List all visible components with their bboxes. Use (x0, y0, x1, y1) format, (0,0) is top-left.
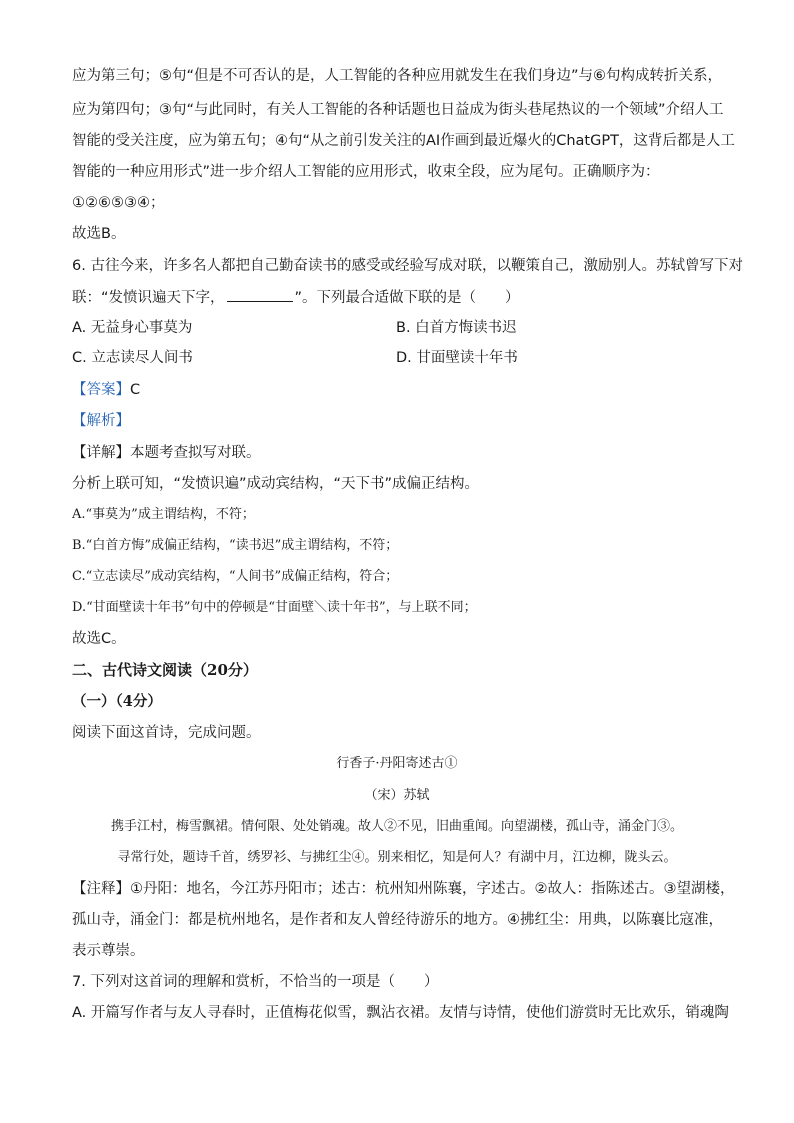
detail-line: 【详解】本题考查拟写对联。 (72, 445, 261, 461)
analysis-line: B.“白首方悔”成偏正结构，“读书迟”成主谓结构，不符； (72, 538, 399, 553)
answer-blank (227, 287, 293, 302)
poem-title: 行香子·丹阳寄述古① (336, 756, 458, 771)
analysis-line: A.“事莫为”成主谓结构，不符； (72, 507, 255, 522)
stem-part-a: 联：“发愤识遍天下字， (72, 290, 225, 306)
correct-order: ①②⑥⑤③④； (72, 195, 165, 211)
analysis-label: 【解析】 (72, 413, 130, 429)
note-line: 【注释】①丹阳：地名，今江苏丹阳市；述古：杭州知州陈襄，字述古。②故人：指陈述古。③望湖楼， (72, 881, 735, 897)
option-a: A. 无益身心事莫为 (72, 320, 193, 336)
poem-author: （宋）苏轼 (364, 788, 430, 803)
answer-value: C (130, 382, 141, 398)
note-line: 表示尊崇。 (72, 943, 145, 959)
option-c: C. 立志读尽人间书 (72, 350, 193, 366)
conclusion-q5: 故选B。 (72, 226, 126, 242)
reading-instruction: 阅读下面这首诗，完成问题。 (72, 725, 261, 741)
conclusion-q6: 故选C。 (72, 631, 126, 647)
option-b: B. 白首方悔读书迟 (396, 320, 517, 336)
poem-line: 携手江村，梅雪飘裙。情何限、处处销魂。故人②不见，旧曲重闻。向望湖楼，孤山寺，涌金门③。 (110, 819, 683, 834)
solution-line: 应为第四句；③句“与此同时，有关人工智能的各种话题也日益成为街头巷尾热议的一个领域”介绍人工 (72, 102, 724, 118)
option-row (72, 348, 722, 368)
answer-line (72, 380, 140, 400)
solution-line: 智能的受关注度，应为第五句；④句“从之前引发关注的AI作画到最近爆火的ChatGPT，这背后都是人工 (72, 133, 735, 149)
solution-line: 智能的一种应用形式”进一步介绍人工智能的应用形式，收束全段，应为尾句。正确顺序为： (72, 164, 660, 180)
section-heading: 二、古代诗文阅读（20分） (72, 661, 258, 679)
note-line: 孤山寺，涌金门：都是杭州地名，是作者和友人曾经待游乐的地方。④拂红尘：用典，以陈襄比寇准， (72, 912, 723, 928)
answer-label: 【答案】 (72, 382, 130, 398)
question-7-option-a: A. 开篇写作者与友人寻春时，正值梅花似雪，飘沾衣裙。友情与诗情，使他们游赏时无比欢乐，销魂陶 (72, 1005, 729, 1021)
question-6-stem-cont (72, 287, 520, 308)
stem-part-b: ”。下列最合适做下联的是（ ） (294, 290, 520, 306)
solution-line: 应为第三句；⑤句“但是不可否认的是，人工智能的各种应用就发生在我们身边”与⑥句构成转折关系， (72, 68, 723, 84)
analysis-line: C.“立志读尽”成动宾结构，“人间书”成偏正结构，符合； (72, 569, 399, 584)
poem-line: 寻常行处，题诗千首，绣罗衫、与拂红尘④。别来相忆，知是何人？有湖中月，江边柳，陇头云。 (117, 850, 677, 865)
question-7-stem: 7. 下列对这首词的理解和赏析，不恰当的一项是（ ） (72, 974, 439, 990)
option-d: D. 甘面壁读十年书 (396, 350, 518, 366)
question-6-stem: 6. 古往今来，许多名人都把自己勤奋读书的感受或经验写成对联，以鞭策自己，激励别人。苏轼曾写下对 (72, 258, 743, 274)
analysis-line: D.“甘面壁读十年书”句中的停顿是“甘面壁＼读十年书”，与上联不同； (72, 600, 477, 615)
analysis-line: 分析上联可知，“发愤识遍”成动宾结构，“天下书”成偏正结构。 (72, 476, 480, 492)
sub-heading: （一）（4分） (72, 693, 162, 710)
option-row (72, 318, 722, 338)
